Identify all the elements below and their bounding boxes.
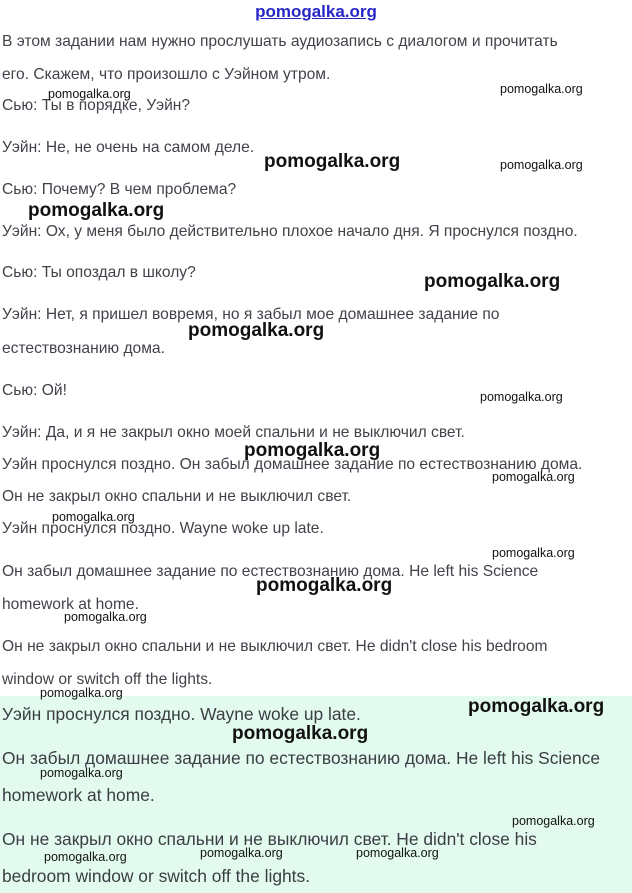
watermark: pomogalka.org [28,200,165,221]
watermark: pomogalka.org [40,686,123,700]
watermark: pomogalka.org [64,610,147,624]
text-line: Уэйн проснулся поздно. Он забыл домашнее задание по естествознанию дома. [2,456,583,473]
text-line: Сью: Ты опоздал в школу? [2,264,196,281]
watermark: pomogalka.org [492,470,575,484]
text-line: Уэйн: Да, и я не закрыл окно моей спальни и не выключил свет. [2,424,465,441]
text-line: window or switch off the lights. [2,671,213,688]
watermark: pomogalka.org [40,766,123,780]
text-line: его. Скажем, что произошло с Уэйном утром. [2,66,331,83]
watermark: pomogalka.org [44,850,127,864]
watermark: pomogalka.org [480,390,563,404]
watermark: pomogalka.org [500,158,583,172]
text-line: Сью: Ой! [2,382,67,399]
highlight-line: homework at home. [2,785,155,805]
watermark: pomogalka.org [512,814,595,828]
highlight-line: Он не закрыл окно спальни и не выключил свет. He didn't close his [2,829,537,849]
text-line: Он не закрыл окно спальни и не выключил свет. He didn't close his bedroom [2,638,548,655]
watermark: pomogalka.org [52,510,135,524]
watermark: pomogalka.org [492,546,575,560]
highlight-line: bedroom window or switch off the lights. [2,866,311,886]
text-line: Сью: Ты в порядке, Уэйн? [2,97,191,114]
watermark: pomogalka.org [264,151,401,172]
text-line: Он не закрыл окно спальни и не выключил свет. [2,488,352,505]
text-line: Уэйн: Ох, у меня было действительно плохое начало дня. Я проснулся поздно. [2,223,578,240]
text-line: Уэйн: Нет, я пришел вовремя, но я забыл мое домашнее задание по [2,306,500,323]
watermark: pomogalka.org [256,575,393,596]
watermark: pomogalka.org [424,271,561,292]
highlight-line: Уэйн проснулся поздно. Wayne woke up late. [2,704,361,724]
text-line: естествознанию дома. [2,340,165,357]
text-line: В этом задании нам нужно прослушать аудиозапись с диалогом и прочитать [2,33,558,50]
highlight-line: Он забыл домашнее задание по естествознанию дома. He left his Science [2,748,600,768]
site-header-link[interactable]: pomogalka.org [255,2,377,21]
watermark: pomogalka.org [244,440,381,461]
text-line: Он забыл домашнее задание по естествознанию дома. He left his Science [2,563,539,580]
watermark: pomogalka.org [48,87,131,101]
text-line: Уэйн проснулся поздно. Wayne woke up late. [2,520,324,537]
watermark: pomogalka.org [468,696,605,717]
watermark: pomogalka.org [188,320,325,341]
text-line: Уэйн: Не, не очень на самом деле. [2,139,255,156]
text-line: Сью: Почему? В чем проблема? [2,181,237,198]
watermark: pomogalka.org [356,846,439,860]
text-line: homework at home. [2,596,139,613]
watermark: pomogalka.org [500,82,583,96]
watermark: pomogalka.org [200,846,283,860]
watermark: pomogalka.org [232,723,369,744]
